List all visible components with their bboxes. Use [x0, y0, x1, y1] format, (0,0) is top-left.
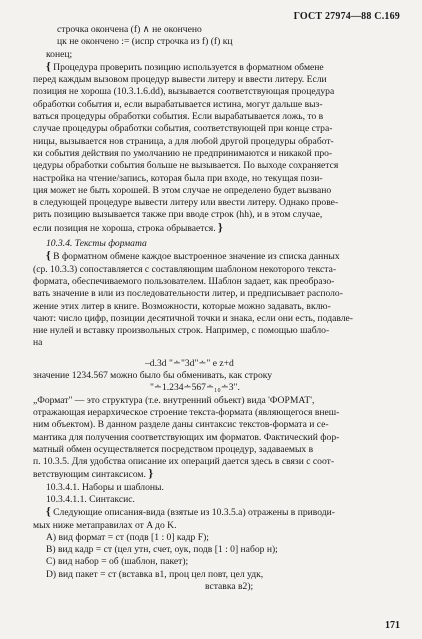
paragraph-line: обработки события и, если вырабатывается истина, могут дальше выз-: [33, 98, 323, 110]
paragraph-line: { В форматном обмене каждое выстроенное значение из списка данных: [46, 248, 340, 263]
paragraph-line: позиция не хороша (10.3.1.6.dd), вызывается соответствующая процедура: [33, 86, 335, 98]
string-example: "∸1.234∸567∸₁₀∸3".: [150, 382, 240, 394]
paragraph-line: чают: число цифр, позиции десятичной точки и знака, если они есть, подавле-: [33, 312, 353, 324]
paragraph-line: ние нулей и вставку произвольных строк. Например, с помощью шабло-: [33, 325, 330, 337]
paragraph-line: жение этих литер в книге. Возможности, которые можно задавать, вклю-: [33, 300, 331, 312]
paragraph-line: { Следующие описания-вида (взятые из 10.3.5.а) отражены в приводи-: [46, 504, 335, 519]
paragraph-line: ницы, вызывается нов страница, а для любой другой процедуры обработ-: [33, 135, 334, 147]
paragraph-line: формата, обеспечиваемого пользователем. Шаблон задает, как преобразо-: [33, 275, 335, 287]
paragraph-line: рить позицию вызывается также при вводе строк (hh), и в этом случае,: [33, 209, 323, 221]
code-line: строчка окончена (f) ∧ не окончено: [57, 24, 202, 35]
paragraph-line: вать значение в или из последовательности литер, и предписывает располо-: [33, 288, 343, 300]
paragraph-line: значение 1234.567 можно было бы обменивать, как строку: [33, 370, 273, 382]
code-line: конец;: [46, 48, 73, 60]
page-number: 171: [385, 620, 400, 631]
brace-open-icon: {: [46, 58, 51, 73]
paragraph-line: в следующей процедуре вывести литеру или ввести литеру. Однако прове-: [33, 197, 339, 209]
rule-line: B) вид кадр = ст (цел утн, счет, оук, подв [1 : 0] набор н);: [46, 544, 278, 556]
rule-line: A) вид формат = ст (подв [1 : 0] кадр F);: [46, 531, 209, 543]
paragraph-line: перед каждым вызовом процедур вывести литеру и ввести литеру. Если: [33, 74, 327, 86]
section-heading: 10.3.4.1. Наборы и шаблоны.: [46, 481, 164, 493]
brace-close-icon: }: [218, 219, 223, 234]
rule-line: C) вид набор = об (шаблон, пакет);: [46, 556, 189, 568]
paragraph-line: „Формат" — это структура (т.е. внутренний объект) вида 'ФОРМАТ',: [33, 394, 315, 406]
format-example: –d.3d "∸"3d"∸" e z+d: [145, 357, 234, 369]
paragraph-line: мантика для получения соответствующих им форматов. Фактический фор-: [33, 431, 340, 443]
paragraph-line: матный обмен осуществляется посредством процедур, задаваемых в: [33, 443, 314, 455]
paragraph-line: (ср. 10.3.3) сопоставляется с составляющим шаблоном некоторого текста-: [33, 263, 337, 275]
paragraph-line: { Процедура проверить позицию используется в форматном обмене: [46, 58, 324, 73]
paragraph-line: на: [33, 337, 43, 349]
rule-line: D) вид пакет = ст (вставка в1, проц цел повт, цел удк,: [46, 568, 264, 580]
paragraph-line: ваться процедуры обработки события. Если вырабатывается ложь, то в: [33, 111, 324, 123]
paragraph-line: ним объектом). В данном разделе даны синтаксис текстов-формата и се-: [33, 419, 329, 431]
section-heading: 10.3.4.1.1. Синтаксис.: [46, 493, 135, 505]
paragraph-line: случае процедуры обработки события, соответствующей при конце стра-: [33, 123, 333, 135]
page-body: [33, 24, 393, 593]
paragraph-line: цедуры обработки события больше не вызывается. По выходе сохраняется: [33, 160, 339, 172]
brace-close-icon: }: [148, 466, 154, 481]
code-line: цк не окончено := (испр строчка из f) (f) кц: [57, 36, 233, 48]
rule-line: вставка в2);: [205, 581, 254, 593]
paragraph-line: настройка на чтение/запись, которая была при входе, но текущая пози-: [33, 172, 323, 184]
paragraph-line: п. 10.3.5. Для удобства описание их операций дается здесь в связи с соот-: [33, 456, 335, 468]
brace-open-icon: {: [46, 248, 51, 263]
paragraph-line: ветствующим синтаксисом. }: [33, 466, 154, 481]
page-header: ГОСТ 27974—88 С.169: [293, 11, 400, 22]
paragraph-line: если позиция не хороша, строка обрывается. }: [33, 219, 223, 234]
paragraph-line: ки события действия по умолчанию не предпринимаются и никакой про-: [33, 147, 333, 159]
paragraph-line: мых ниже метаправилах от A до K.: [33, 519, 177, 531]
paragraph-line: отражающая иерархическое строение текста-формата (являющегося внеш-: [33, 406, 340, 418]
brace-open-icon: {: [46, 504, 51, 519]
section-heading: 10.3.4. Тексты формата: [46, 238, 147, 250]
paragraph-line: ция может не быть хорошей. В этом случае не определено будет вызвано: [33, 184, 332, 196]
